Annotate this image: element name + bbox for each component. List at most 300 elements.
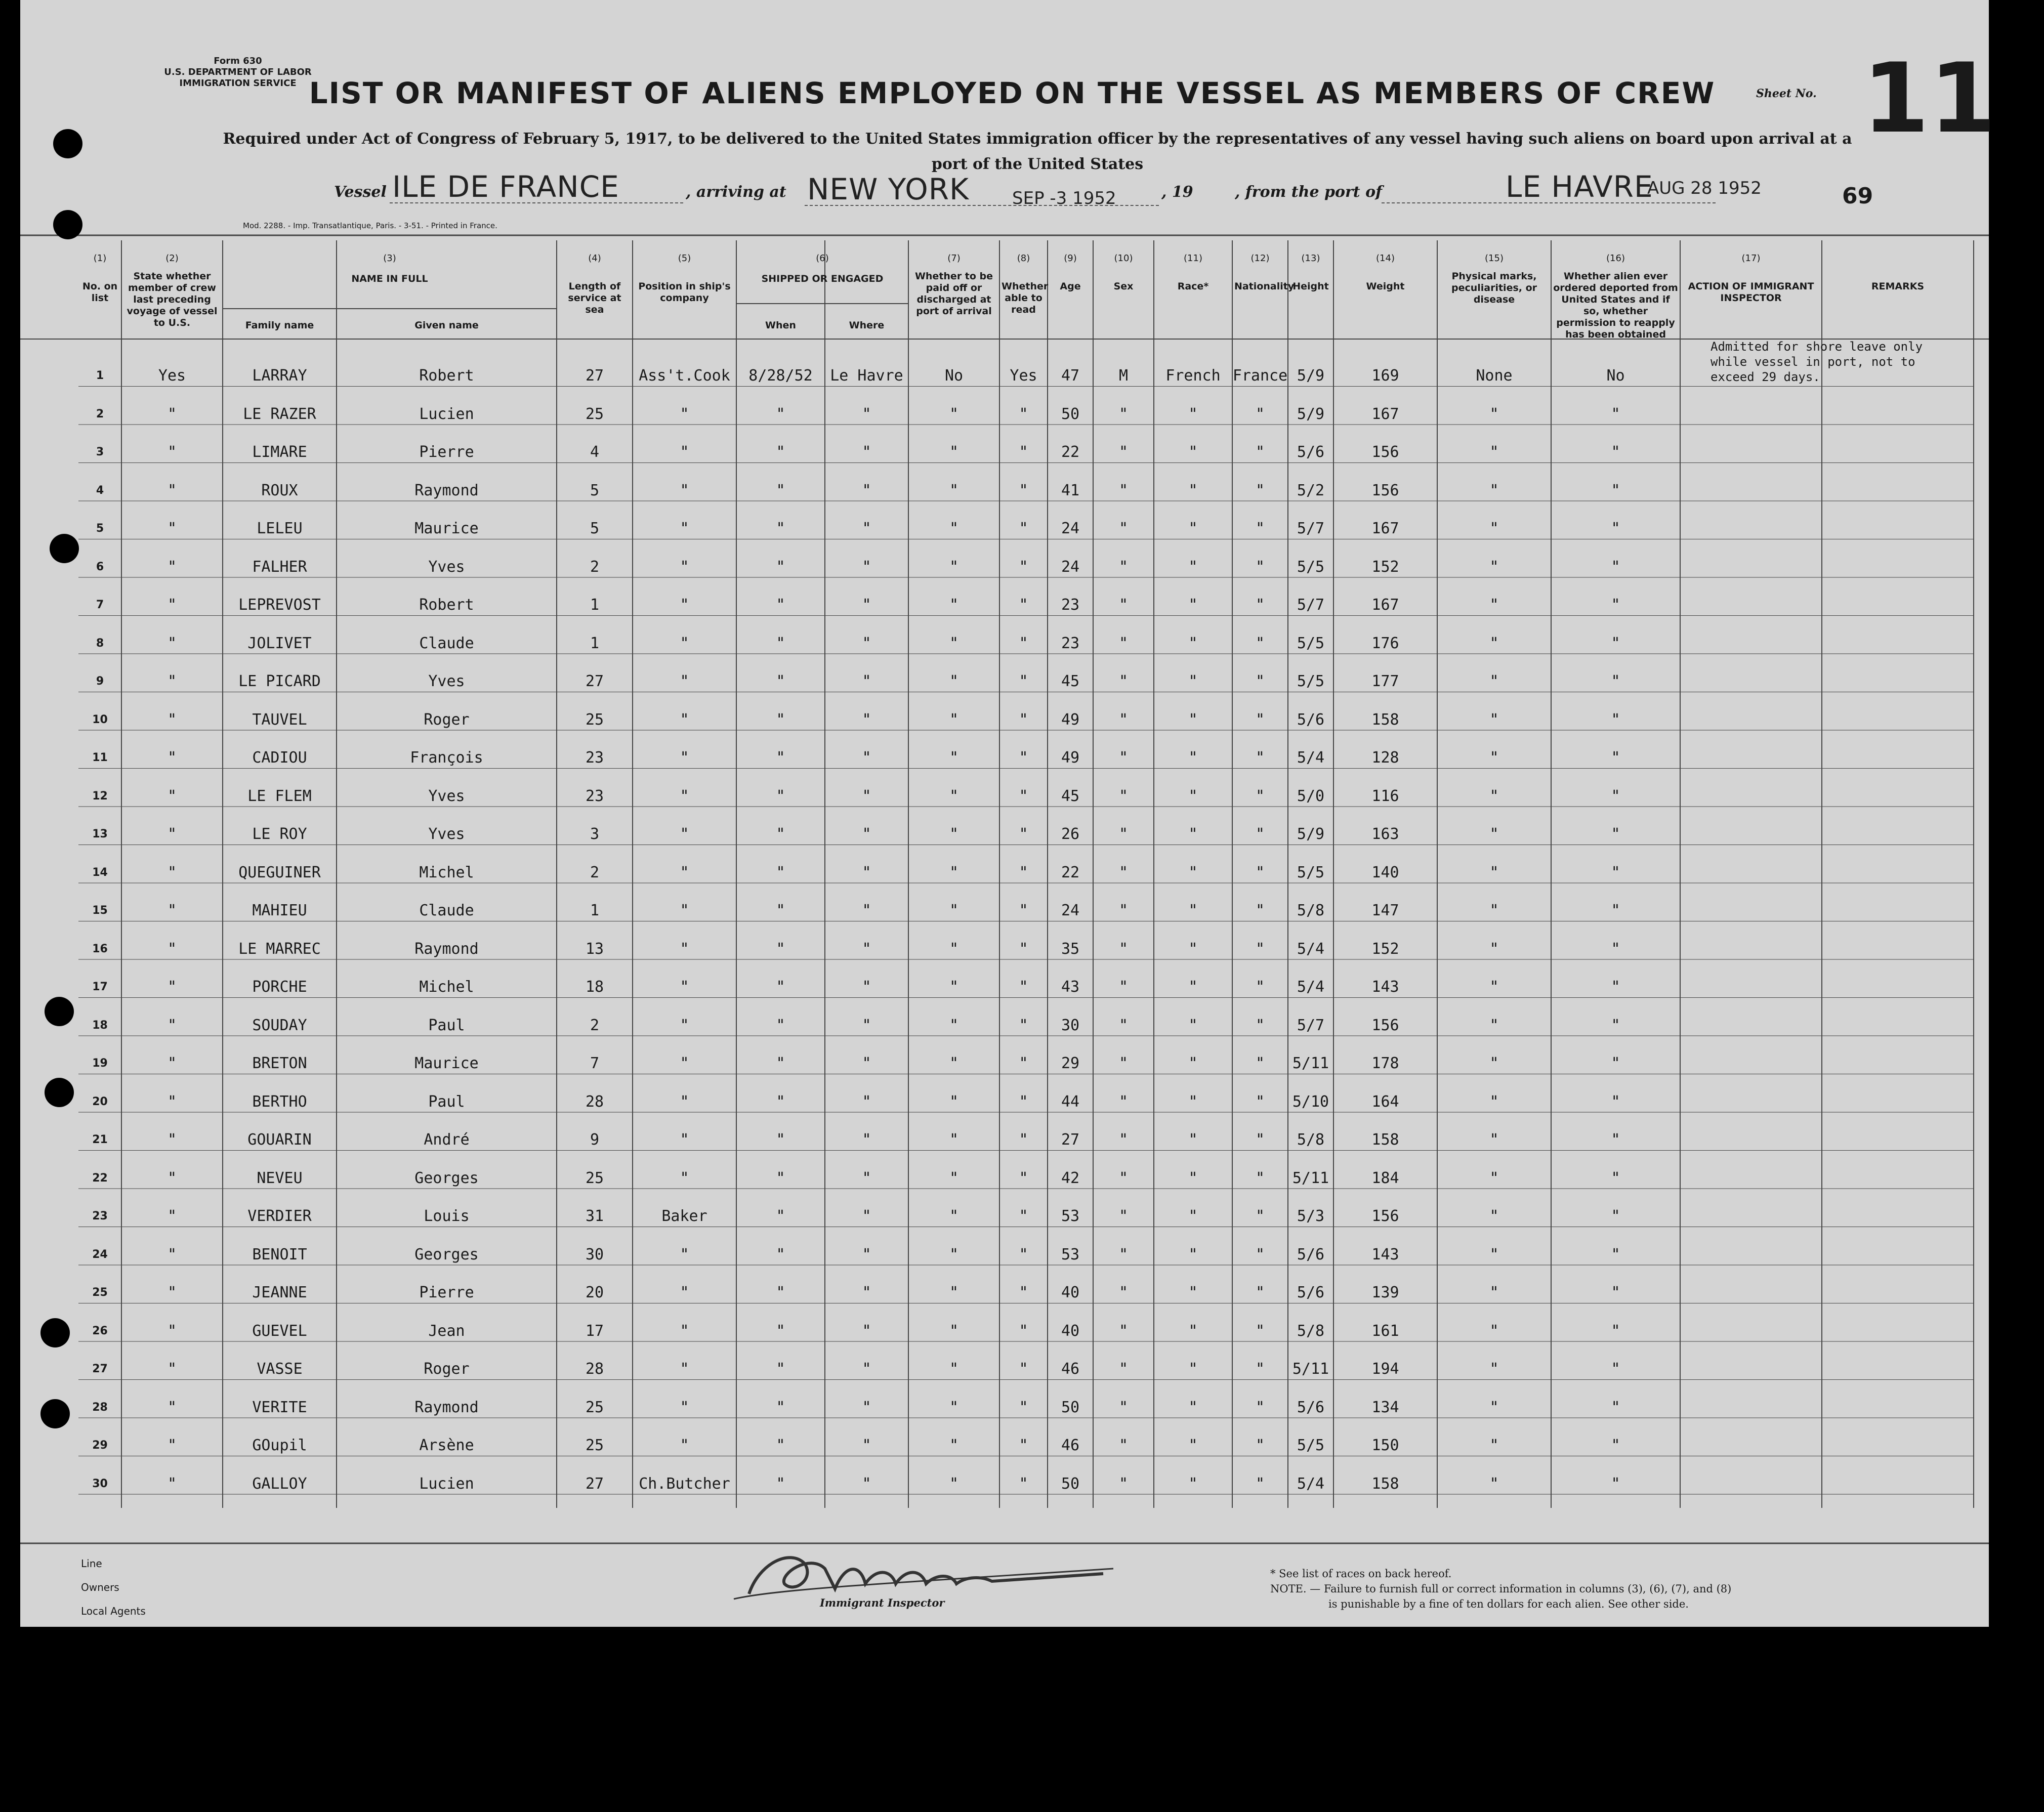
cell-deported: " <box>1611 1016 1620 1034</box>
cell-paid: " <box>949 1360 959 1378</box>
cell-sex: " <box>1118 1016 1129 1034</box>
cell-height: 5/4 <box>1297 940 1325 958</box>
departure-date: AUG 28 1952 <box>1647 178 1762 198</box>
cell-service: 5 <box>590 481 600 499</box>
column-header: Position in ship's company <box>638 281 731 304</box>
punch-hole <box>45 1078 74 1107</box>
cell-height: 5/11 <box>1292 1169 1329 1187</box>
cell-marks: " <box>1489 634 1499 652</box>
cell-weight: 116 <box>1371 787 1399 805</box>
cell-prev: " <box>167 787 177 805</box>
cell-given: Jean <box>428 1322 465 1340</box>
cell-race: " <box>1188 902 1198 919</box>
cell-read: " <box>1019 825 1028 843</box>
cell-read: Yes <box>1010 367 1037 385</box>
cell-service: 2 <box>590 1016 600 1034</box>
cell-given: Raymond <box>414 481 479 499</box>
cell-race: " <box>1188 481 1198 499</box>
cell-deported: " <box>1611 1398 1620 1416</box>
cell-sex: " <box>1118 1322 1129 1340</box>
cell-service: 2 <box>590 558 600 576</box>
cell-sex: " <box>1118 558 1129 576</box>
cell-nat: " <box>1255 940 1265 958</box>
cell-position: " <box>680 672 689 690</box>
cell-weight: 177 <box>1371 672 1399 690</box>
cell-paid: " <box>949 443 959 461</box>
cell-family: LE FLEM <box>247 787 312 805</box>
cell-age: 23 <box>1061 634 1080 652</box>
cell-height: 5/7 <box>1297 596 1325 614</box>
cell-race: " <box>1188 710 1198 729</box>
cell-no: 28 <box>92 1401 108 1414</box>
cell-no: 19 <box>92 1057 108 1070</box>
cell-paid: " <box>949 787 959 805</box>
subtitle: Required under Act of Congress of February 5, 1917, to be delivered to the United States immigration officer by the representatives of any vessel having such aliens on board upon arrival at a port of the United States <box>223 130 1852 173</box>
column-header: Weight <box>1366 281 1405 292</box>
cell-family: CADIOU <box>252 749 307 767</box>
cell-marks: " <box>1489 1055 1499 1072</box>
cell-when: " <box>776 787 785 805</box>
cell-sex: " <box>1118 940 1129 958</box>
cell-service: 5 <box>590 520 600 537</box>
cell-given: Paul <box>428 1016 465 1034</box>
cell-read: " <box>1019 558 1028 576</box>
column-header: Physical marks, peculiarities, or disease <box>1451 271 1537 305</box>
cell-sex: " <box>1118 1131 1129 1149</box>
cell-deported: " <box>1611 1055 1620 1072</box>
cell-age: 42 <box>1061 1169 1080 1187</box>
cell-where: " <box>862 558 871 576</box>
cell-paid: " <box>949 1474 959 1493</box>
cell-age: 50 <box>1061 1474 1080 1493</box>
page-title: LIST OR MANIFEST OF ALIENS EMPLOYED ON THE VESSEL AS MEMBERS OF CREW <box>309 76 1716 110</box>
cell-when: " <box>776 1169 785 1187</box>
cell-no: 3 <box>96 446 104 458</box>
cell-family: PORCHE <box>252 978 307 996</box>
cell-family: LE ROY <box>252 825 307 843</box>
cell-position: " <box>680 1245 689 1263</box>
cell-read: " <box>1019 1437 1028 1454</box>
cell-where: " <box>862 405 871 423</box>
cell-race: " <box>1188 1207 1198 1225</box>
cell-deported: " <box>1611 405 1620 423</box>
cell-marks: " <box>1489 825 1499 843</box>
cell-read: " <box>1019 1055 1028 1072</box>
cell-nat: " <box>1255 481 1265 499</box>
column-header: Whether able to read <box>1002 281 1049 315</box>
cell-age: 49 <box>1061 710 1080 729</box>
cell-sex: " <box>1118 1474 1129 1493</box>
sheet-number: 11 <box>1862 43 1996 154</box>
cell-given: Robert <box>419 367 474 385</box>
cell-race: " <box>1188 1322 1198 1340</box>
cell-nat: " <box>1255 1092 1265 1111</box>
cell-given: Georges <box>414 1245 479 1263</box>
cell-given: Yves <box>428 672 465 690</box>
cell-nat: " <box>1255 596 1265 614</box>
cell-read: " <box>1019 863 1028 881</box>
cell-paid: " <box>949 825 959 843</box>
cell-prev: " <box>167 1245 177 1263</box>
column-header: No. on list <box>82 281 118 304</box>
cell-when: " <box>776 1055 785 1072</box>
cell-weight: 139 <box>1371 1284 1399 1301</box>
cell-where: " <box>862 1322 871 1340</box>
inspector-remark: Admitted for shore leave only while vessel in port, not to exceed 29 days. <box>1711 340 1923 384</box>
cell-family: MAHIEU <box>252 902 307 919</box>
cell-where: " <box>862 1131 871 1149</box>
cell-position: " <box>680 558 689 576</box>
column-number: (17) <box>1741 253 1761 264</box>
cell-when: " <box>776 1474 785 1493</box>
cell-where: " <box>862 1016 871 1034</box>
cell-nat: " <box>1255 558 1265 576</box>
cell-given: Pierre <box>419 1284 474 1301</box>
cell-nat: " <box>1255 634 1265 652</box>
punch-hole <box>53 129 82 158</box>
cell-service: 25 <box>585 1437 604 1454</box>
cell-sex: " <box>1118 1092 1129 1111</box>
cell-family: JOLIVET <box>247 634 312 652</box>
cell-prev: " <box>167 1437 177 1454</box>
cell-where: " <box>862 1092 871 1111</box>
cell-sex: " <box>1118 481 1129 499</box>
cell-race: " <box>1188 1055 1198 1072</box>
cell-service: 1 <box>590 902 600 919</box>
cell-when: " <box>776 1245 785 1263</box>
cell-given: Raymond <box>414 1398 479 1416</box>
column-header: ACTION OF IMMIGRANT INSPECTOR <box>1688 281 1814 304</box>
cell-no: 27 <box>92 1363 108 1375</box>
cell-position: " <box>680 902 689 919</box>
cell-when: " <box>776 1322 785 1340</box>
cell-paid: " <box>949 1245 959 1263</box>
cell-paid: " <box>949 1016 959 1034</box>
cell-prev: " <box>167 1284 177 1301</box>
cell-sex: " <box>1118 749 1129 767</box>
cell-prev: " <box>167 672 177 690</box>
cell-sex: " <box>1118 1437 1129 1454</box>
cell-position: " <box>680 1131 689 1149</box>
cell-where: " <box>862 1284 871 1301</box>
cell-age: 50 <box>1061 1398 1080 1416</box>
cell-deported: " <box>1611 825 1620 843</box>
cell-service: 3 <box>590 825 600 843</box>
cell-where: " <box>862 1055 871 1072</box>
cell-position: " <box>680 825 689 843</box>
cell-marks: " <box>1489 1207 1499 1225</box>
cell-marks: " <box>1489 1016 1499 1034</box>
cell-service: 27 <box>585 1474 604 1493</box>
cell-when: " <box>776 978 785 996</box>
cell-when: " <box>776 481 785 499</box>
cell-nat: " <box>1255 978 1265 996</box>
cell-race: " <box>1188 596 1198 614</box>
cell-age: 43 <box>1061 978 1080 996</box>
cell-sex: " <box>1118 863 1129 881</box>
cell-family: LARRAY <box>252 367 307 385</box>
cell-prev: " <box>167 1207 177 1225</box>
column-number: (2) <box>165 253 179 264</box>
cell-family: GOUARIN <box>247 1131 312 1149</box>
cell-nat: " <box>1255 1016 1265 1034</box>
column-number: (10) <box>1114 253 1133 264</box>
cell-marks: " <box>1489 940 1499 958</box>
cell-read: " <box>1019 1245 1028 1263</box>
cell-prev: " <box>167 978 177 996</box>
cell-marks: " <box>1489 1398 1499 1416</box>
cell-sex: " <box>1118 787 1129 805</box>
punch-hole <box>50 534 79 563</box>
column-number: (4) <box>588 253 601 264</box>
cell-given: Claude <box>419 634 474 652</box>
cell-prev: " <box>167 710 177 729</box>
cell-position: Ass't.Cook <box>639 367 730 385</box>
cell-read: " <box>1019 902 1028 919</box>
cell-race: " <box>1188 863 1198 881</box>
cell-marks: " <box>1489 1092 1499 1111</box>
cell-read: " <box>1019 940 1028 958</box>
cell-height: 5/6 <box>1297 710 1325 729</box>
cell-position: " <box>680 749 689 767</box>
cell-nat: " <box>1255 749 1265 767</box>
cell-prev: " <box>167 1360 177 1378</box>
cell-no: 25 <box>92 1286 108 1299</box>
cell-race: " <box>1188 1284 1198 1301</box>
cell-age: 47 <box>1061 367 1080 385</box>
cell-sex: " <box>1118 596 1129 614</box>
cell-marks: " <box>1489 1284 1499 1301</box>
cell-where: " <box>862 520 871 537</box>
cell-given: Maurice <box>414 1055 479 1072</box>
cell-sex: " <box>1118 672 1129 690</box>
from-port-label: , from the port of <box>1235 183 1383 201</box>
column-header: SHIPPED OR ENGAGED <box>761 273 884 284</box>
column-number: (7) <box>947 253 961 264</box>
cell-weight: 158 <box>1371 710 1399 729</box>
vessel-label: Vessel <box>334 183 387 201</box>
cell-paid: " <box>949 1169 959 1187</box>
cell-height: 5/6 <box>1297 1398 1325 1416</box>
cell-position: Ch.Butcher <box>639 1474 730 1493</box>
cell-position: " <box>680 520 689 537</box>
cell-given: Pierre <box>419 443 474 461</box>
cell-read: " <box>1019 596 1028 614</box>
cell-age: 24 <box>1061 558 1080 576</box>
cell-prev: " <box>167 634 177 652</box>
cell-when: " <box>776 520 785 537</box>
cell-service: 13 <box>585 940 604 958</box>
cell-when: " <box>776 672 785 690</box>
cell-weight: 147 <box>1371 902 1399 919</box>
footnote: * See list of races on back hereof. NOTE. — Failure to furnish full or correct information in columns (3), (6), (7), and (8) is punishable by a fine of ten dollars for each alien. See other side. <box>1270 1568 1732 1610</box>
cell-age: 53 <box>1061 1245 1080 1263</box>
cell-position: " <box>680 634 689 652</box>
cell-weight: 169 <box>1371 367 1399 385</box>
cell-height: 5/6 <box>1297 1284 1325 1301</box>
cell-deported: " <box>1611 596 1620 614</box>
cell-paid: " <box>949 672 959 690</box>
cell-deported: No <box>1606 367 1625 385</box>
cell-no: 7 <box>96 599 104 611</box>
departure-port: LE HAVRE <box>1506 170 1653 204</box>
cell-when: " <box>776 1360 785 1378</box>
cell-where: " <box>862 978 871 996</box>
cell-race: " <box>1188 672 1198 690</box>
cell-read: " <box>1019 443 1028 461</box>
cell-age: 24 <box>1061 902 1080 919</box>
cell-service: 25 <box>585 1169 604 1187</box>
cell-no: 16 <box>92 942 108 955</box>
cell-when: " <box>776 825 785 843</box>
cell-sex: " <box>1118 1207 1129 1225</box>
cell-no: 14 <box>92 866 108 879</box>
cell-nat: France <box>1232 367 1288 385</box>
cell-service: 31 <box>585 1207 604 1225</box>
cell-height: 5/6 <box>1297 1245 1325 1263</box>
cell-no: 5 <box>96 522 104 535</box>
cell-paid: " <box>949 1398 959 1416</box>
inspector-label: Immigrant Inspector <box>820 1596 945 1609</box>
cell-age: 40 <box>1061 1284 1080 1301</box>
cell-deported: " <box>1611 1360 1620 1378</box>
cell-weight: 167 <box>1371 596 1399 614</box>
cell-given: François <box>410 749 483 767</box>
column-number: (14) <box>1376 253 1395 264</box>
cell-service: 28 <box>585 1360 604 1378</box>
cell-sex: " <box>1118 1169 1129 1187</box>
cell-height: 5/4 <box>1297 749 1325 767</box>
cell-age: 50 <box>1061 405 1080 423</box>
cell-position: " <box>680 940 689 958</box>
cell-deported: " <box>1611 1322 1620 1340</box>
cell-read: " <box>1019 1360 1028 1378</box>
cell-height: 5/4 <box>1297 978 1325 996</box>
cell-weight: 143 <box>1371 1245 1399 1263</box>
cell-read: " <box>1019 1092 1028 1111</box>
column-subheader: Family name <box>245 320 314 331</box>
cell-given: Robert <box>419 596 474 614</box>
cell-position: " <box>680 787 689 805</box>
cell-family: BRETON <box>252 1055 307 1072</box>
cell-when: " <box>776 1398 785 1416</box>
cell-where: " <box>862 749 871 767</box>
column-subheader: When <box>765 320 796 331</box>
cell-nat: " <box>1255 787 1265 805</box>
cell-position: " <box>680 443 689 461</box>
punch-hole <box>45 997 74 1026</box>
cell-no: 10 <box>92 713 108 726</box>
year-label: , 19 <box>1161 183 1193 201</box>
column-number: (13) <box>1301 253 1320 264</box>
cell-service: 1 <box>590 596 600 614</box>
cell-race: " <box>1188 787 1198 805</box>
column-header: State whether member of crew last preceding voyage of vessel to U.S. <box>127 271 218 328</box>
cell-when: " <box>776 863 785 881</box>
cell-paid: " <box>949 940 959 958</box>
cell-marks: " <box>1489 405 1499 423</box>
cell-deported: " <box>1611 863 1620 881</box>
cell-age: 46 <box>1061 1360 1080 1378</box>
cell-nat: " <box>1255 520 1265 537</box>
cell-sex: " <box>1118 1398 1129 1416</box>
cell-family: VASSE <box>257 1360 303 1378</box>
cell-race: " <box>1188 749 1198 767</box>
cell-when: 8/28/52 <box>748 367 813 385</box>
cell-given: Yves <box>428 787 465 805</box>
cell-prev: " <box>167 1322 177 1340</box>
cell-paid: No <box>944 367 964 385</box>
cell-when: " <box>776 1284 785 1301</box>
cell-age: 40 <box>1061 1322 1080 1340</box>
cell-deported: " <box>1611 1092 1620 1111</box>
cell-paid: " <box>949 1207 959 1225</box>
cell-family: LELEU <box>257 520 303 537</box>
cell-age: 29 <box>1061 1055 1080 1072</box>
cell-when: " <box>776 1092 785 1111</box>
cell-nat: " <box>1255 1437 1265 1454</box>
cell-race: " <box>1188 443 1198 461</box>
cell-weight: 156 <box>1371 443 1399 461</box>
cell-weight: 161 <box>1371 1322 1399 1340</box>
cell-when: " <box>776 443 785 461</box>
cell-age: 53 <box>1061 1207 1080 1225</box>
cell-sex: " <box>1118 520 1129 537</box>
cell-height: 5/2 <box>1297 481 1325 499</box>
cell-weight: 143 <box>1371 978 1399 996</box>
cell-nat: " <box>1255 672 1265 690</box>
cell-no: 11 <box>92 751 108 764</box>
cell-given: Louis <box>424 1207 470 1225</box>
manifest-sheet <box>20 0 1996 1627</box>
cell-where: " <box>862 1437 871 1454</box>
cell-nat: " <box>1255 405 1265 423</box>
cell-given: Michel <box>419 978 474 996</box>
cell-paid: " <box>949 749 959 767</box>
cell-sex: " <box>1118 443 1129 461</box>
cell-weight: 158 <box>1371 1474 1399 1493</box>
cell-prev: " <box>167 558 177 576</box>
cell-deported: " <box>1611 1437 1620 1454</box>
cell-family: LE MARREC <box>238 940 321 958</box>
cell-when: " <box>776 1016 785 1034</box>
cell-age: 30 <box>1061 1016 1080 1034</box>
cell-age: 23 <box>1061 596 1080 614</box>
cell-weight: 194 <box>1371 1360 1399 1378</box>
cell-race: " <box>1188 634 1198 652</box>
cell-weight: 167 <box>1371 405 1399 423</box>
cell-sex: " <box>1118 634 1129 652</box>
cell-marks: " <box>1489 520 1499 537</box>
cell-position: " <box>680 1016 689 1034</box>
cell-paid: " <box>949 1322 959 1340</box>
cell-weight: 152 <box>1371 940 1399 958</box>
cell-race: " <box>1188 520 1198 537</box>
cell-service: 25 <box>585 1398 604 1416</box>
cell-paid: " <box>949 978 959 996</box>
vessel-name: ILE DE FRANCE <box>392 170 619 204</box>
cell-given: Raymond <box>414 940 479 958</box>
cell-no: 2 <box>96 407 104 420</box>
cell-family: VERDIER <box>247 1207 312 1225</box>
cell-read: " <box>1019 520 1028 537</box>
cell-where: " <box>862 1169 871 1187</box>
cell-where: " <box>862 1245 871 1263</box>
cell-where: " <box>862 1474 871 1493</box>
cell-weight: 163 <box>1371 825 1399 843</box>
cell-position: " <box>680 978 689 996</box>
cell-height: 5/10 <box>1292 1092 1329 1111</box>
